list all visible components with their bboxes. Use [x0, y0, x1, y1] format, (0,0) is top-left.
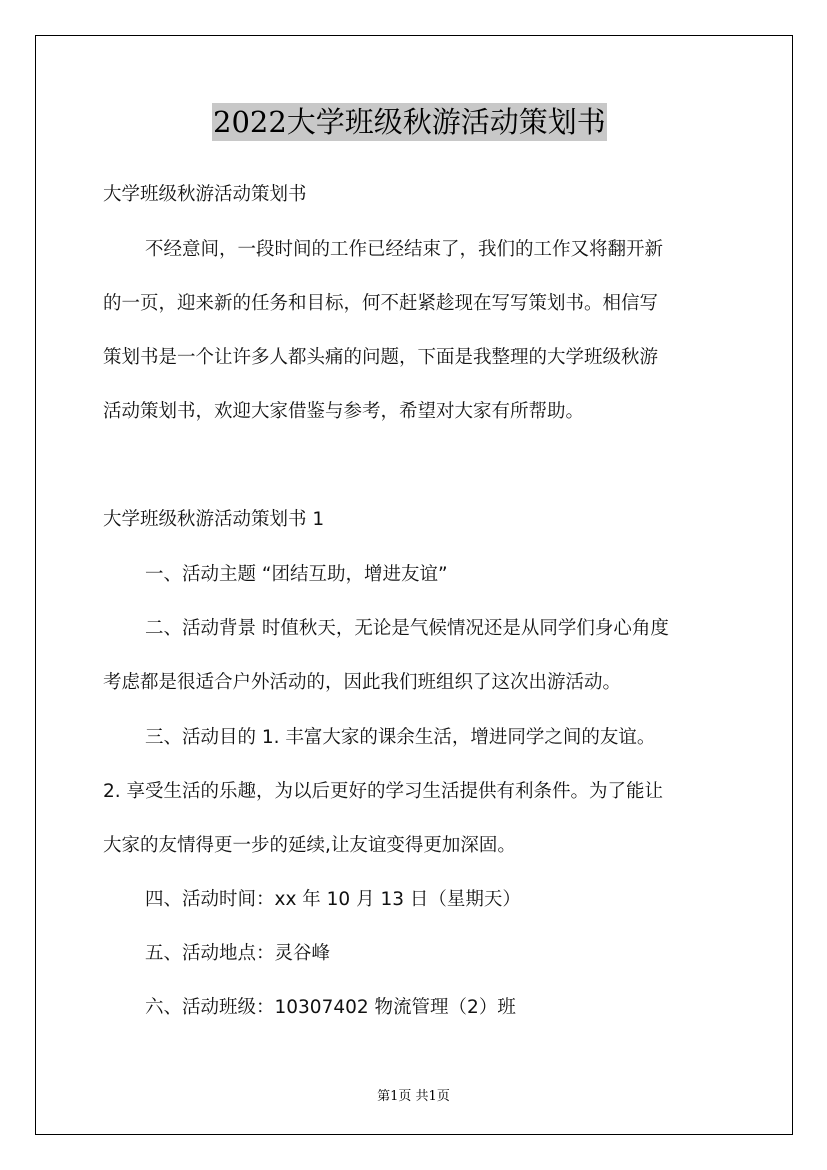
page-footer: 第1页 共1页	[377, 1089, 450, 1104]
section-heading: 大学班级秋游活动策划书 1	[103, 509, 325, 530]
paragraph-line: 四、活动时间：xx 年 10 月 13 日（星期天）	[145, 889, 521, 910]
paragraph-line: 五、活动地点：灵谷峰	[145, 943, 331, 964]
paragraph-line: 不经意间，一段时间的工作已经结束了，我们的工作又将翻开新	[145, 239, 664, 260]
paragraph-line: 六、活动班级：10307402 物流管理（2）班	[145, 997, 516, 1018]
document-title: 2022大学班级秋游活动策划书	[213, 105, 606, 139]
paragraph-line: 策划书是一个让许多人都头痛的问题，下面是我整理的大学班级秋游	[103, 347, 659, 368]
paragraph-line: 考虑都是很适合户外活动的，因此我们班组织了这次出游活动。	[103, 672, 622, 693]
paragraph-line: 二、活动背景 时值秋天，无论是气候情况还是从同学们身心角度	[145, 618, 669, 639]
paragraph-line: 2. 享受生活的乐趣，为以后更好的学习生活提供有利条件。为了能让	[103, 781, 664, 802]
section-heading: 大学班级秋游活动策划书	[103, 184, 307, 205]
paragraph-line: 的一页，迎来新的任务和目标，何不赶紧趁现在写写策划书。相信写	[103, 293, 659, 314]
paragraph-line: 三、活动目的 1. 丰富大家的课余生活，增进同学之间的友谊。	[145, 727, 656, 748]
paragraph-line: 大家的友情得更一步的延续,让友谊变得更加深固。	[103, 835, 516, 856]
paragraph-line: 活动策划书，欢迎大家借鉴与参考，希望对大家有所帮助。	[103, 401, 585, 422]
paragraph-line: 一、活动主题 “团结互助，增进友谊”	[145, 564, 448, 585]
